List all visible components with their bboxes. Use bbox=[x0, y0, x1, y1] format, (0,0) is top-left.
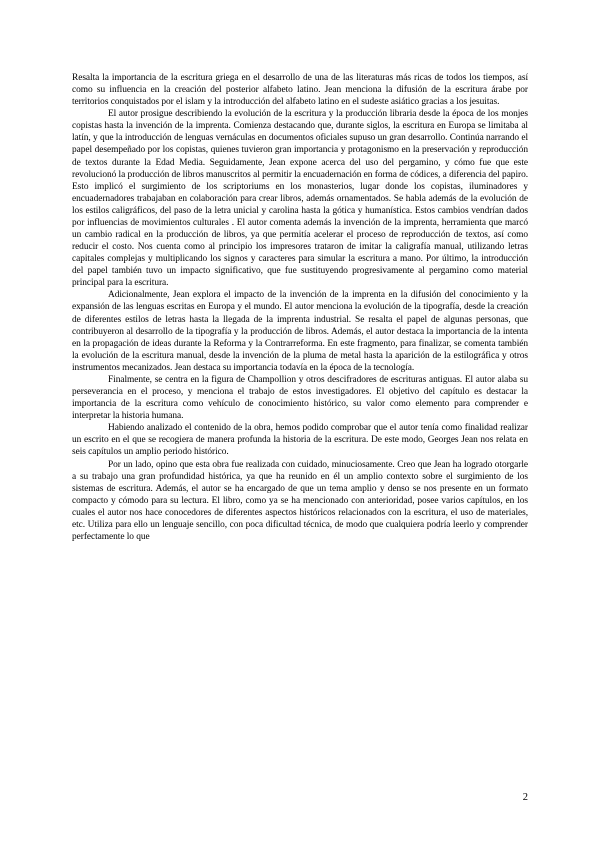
paragraph-4: Finalmente, se centra en la figura de Champollion y otros descifradores de escrituras antiguas. El autor alaba su perseverancia en el proceso, y menciona el trabajo de estos investigadores. El objetivo del capítulo es destacar la importancia de la escritura como vehículo de conocimiento histórico, su valor como elemento para comprender e interpretar la historia humana. bbox=[72, 374, 528, 422]
paragraph-6: Por un lado, opino que esta obra fue realizada con cuidado, minuciosamente. Creo que Jean ha logrado otorgarle a su trabajo una gran profundidad histórica, ya que ha reunido en él un amplio contexto sobre el surgimiento de los sistemas de escritura. Además, el autor se ha encargado de que un tema amplio y denso se nos presente en un formato compacto y cómodo para su lectura. El libro, como ya se ha mencionado con anterioridad, posee varios capítulos, en los cuales el autor nos hace conocedores de diferentes aspectos históricos relacionados con la escritura, el uso de materiales, etc. Utiliza para ello un lenguaje sencillo, con poca dificultad técnica, de modo que cualquiera podría leerlo y comprender perfectamente lo que bbox=[72, 459, 528, 542]
body-text bbox=[72, 72, 528, 543]
paragraph-1: Resalta la importancia de la escritura griega en el desarrollo de una de las literaturas más ricas de todos los tiempos, así como su influencia en la creación del posterior alfabeto latino. Jean menciona la difusión de la escritura árabe por territorios conquistados por el islam y la introducción del alfabeto latino en el sudeste asiático gracias a los jesuitas. bbox=[72, 73, 528, 108]
paragraph-5: Habiendo analizado el contenido de la obra, hemos podido comprobar que el autor tenía como finalidad realizar un escrito en el que se recogiera de manera profunda la historia de la escritura. De este modo, Georges Jean nos relata en seis capítulos un amplio periodo histórico. bbox=[72, 423, 528, 458]
paragraph-2: El autor prosigue describiendo la evolución de la escritura y la producción libraria desde la época de los monjes copistas hasta la invención de la imprenta. Comienza destacando que, durante siglos, la escritura en Europa se limitaba al latín, y que la introducción de lenguas vernáculas en documentos oficiales supuso un gran desarrollo. Continúa narrando el papel desempeñado por los copistas, quienes tuvieron gran importancia y protagonismo en la preservación y reproducción de textos durante la Edad Media. Seguidamente, Jean expone acerca del uso del pergamino, y cómo fue que este revolucionó la producción de libros manuscritos al permitir la encuadernación en forma de códices, a diferencia del papiro. Esto implicó el surgimiento de los scriptoriums en los monasterios, lugar donde los copistas, iluminadores y encuadernadores trabajaban en colaboración para crear libros, además ornamentados. Se habla además de la evolución de los estilos caligráficos, del paso de la letra unicial y carolina hasta la gótica y humanística. Estos cambios vendrían dados por influencias de movimientos culturales . El autor comenta además la invención de la imprenta, herramienta que marcó un cambio radical en la producción de libros, ya que permitía acelerar el proceso de reproducción de textos, así como reducir el costo. Nos cuenta como al principio los impresores trataron de imitar la caligrafía manual, utilizando letras capitales complejas y multiplicando los signos y caracteres para simular la escritura a mano. Por último, la introducción del papel también tuvo un impacto significativo, que fue sustituyendo progresivamente al pergamino como material principal para la escritura. bbox=[72, 109, 528, 289]
paragraph-3: Adicionalmente, Jean explora el impacto de la invención de la imprenta en la difusión del conocimiento y la expansión de las lenguas escritas en Europa y el mundo. El autor menciona la evolución de la tipografía, desde la creación de diferentes estilos de letras hasta la llegada de la imprenta industrial. Se resalta el papel de algunas personas, que contribuyeron al desarrollo de la tipografía y la producción de libros. Además, el autor destaca la importancia de la intenta en la propagación de ideas durante la Reforma y la Contrarreforma. En este fragmento, para finalizar, se comenta también la evolución de la escritura manual, desde la invención de la pluma de metal hasta la aparición de la estilográfica y otros instrumentos mecanizados. Jean destaca su importancia todavía en la época de la tecnología. bbox=[72, 290, 528, 373]
page-number: 2 bbox=[522, 792, 528, 803]
